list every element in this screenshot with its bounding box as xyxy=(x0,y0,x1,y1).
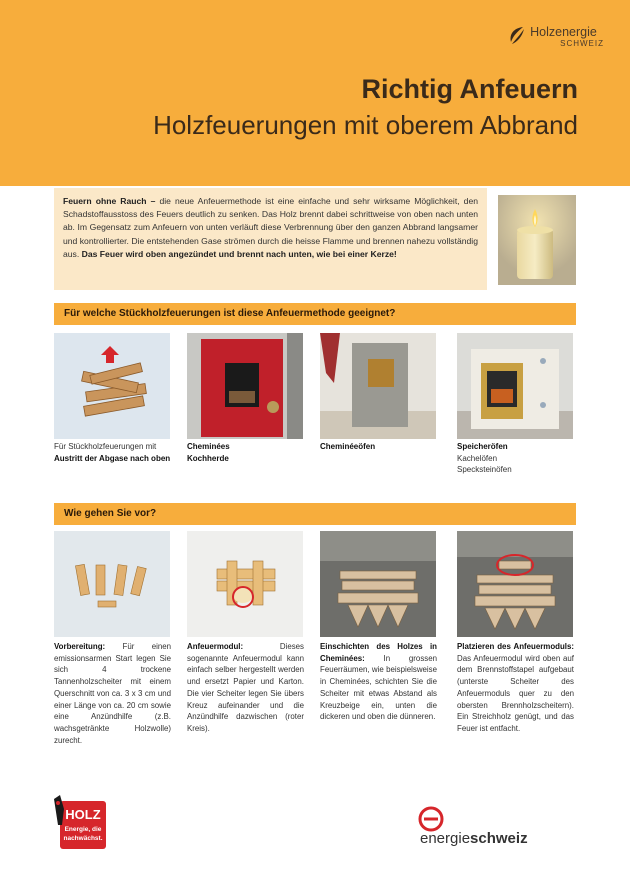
step-text-layering: Einschichten des Holzes in Cheminées: In grossen Feuerräumen, wie beispielsweise in Cheminées, schichten Sie die Scheiter mit etwas Abstand als Kreuzbeige ein, unten die dickeren und oben die dünneren. xyxy=(320,642,437,722)
caption-chemineeofen: Cheminéeöfen xyxy=(320,442,376,451)
intro-body: die neue Anfeuermethode ist eine einfache und sehr wirksame Möglichkeit, den Schadstoffausstoss des Feuers deutlich zu senken. Das Holz brennt dabei schrittweise von oben nach unten ab. Im Gegensatz zum Anfeuern von unten verläuft diese Verbrennung über den ganzen Abbrand langsamer und kontrollierter. Die entstehenden Gase strömen durch die heisse Flamme und brennen nahezu vollständig aus. xyxy=(63,196,479,259)
step-text-preparation: Vorbereitung: Für einen emissionsarmen Start legen Sie sich 4 trockene Tannenholzscheiter mit einem Querschnitt von ca. 3 x 3 cm und einer Länge von ca. 20 cm sowie eine Anzündhilfe (z.B. wachsgetränkte Holzwolle) zurecht. xyxy=(54,642,171,745)
holz-title: HOLZ xyxy=(65,807,101,822)
holz-tag2: nachwächst. xyxy=(63,835,103,842)
energieschweiz-logo[interactable] xyxy=(418,806,580,846)
photo-cheminee xyxy=(187,333,303,439)
section-heading-howto: Wie gehen Sie vor? xyxy=(54,503,576,525)
photo-step-preparation xyxy=(54,531,170,637)
section-heading-suitable: Für welche Stückholzfeuerungen ist diese Anfeuermethode geeignet? xyxy=(54,303,576,325)
header-banner xyxy=(0,0,630,186)
es-part2: schweiz xyxy=(470,830,528,847)
photo-wood-stack xyxy=(54,333,170,439)
holz-logo[interactable] xyxy=(54,795,108,851)
intro-bold-end: Das Feuer wird oben angezündet und brennt nach unten, wie bei einer Kerze! xyxy=(81,248,397,259)
intro-box xyxy=(54,188,487,290)
photo-chemineeofen xyxy=(320,333,436,439)
intro-lead: Feuern ohne Rauch – xyxy=(63,196,156,206)
photo-speicherofen xyxy=(457,333,573,439)
brand-name: Holzenergie xyxy=(530,25,597,39)
photo-step-placing xyxy=(457,531,573,637)
es-part1: energie xyxy=(420,830,471,847)
photo-step-layering xyxy=(320,531,436,637)
leaf-icon xyxy=(508,26,526,46)
candle-photo xyxy=(498,195,576,285)
page-title: Richtig Anfeuern xyxy=(361,74,578,104)
caption-speicheroefen: Speicheröfen Kachelöfen Specksteinöfen xyxy=(457,442,512,475)
step-text-placing: Platzieren des Anfeuermoduls: Das Anfeuermodul wird oben auf dem Brennstoffstapel aufgebaut (unterste Scheiter des Anfeuermoduls quer zu den obersten Brennholzscheitern). Ein Streichholz genügt, und das Feuer ist entfacht. xyxy=(457,642,574,733)
holzenergie-logo[interactable] xyxy=(530,26,604,48)
brand-sub: SCHWEIZ xyxy=(560,39,604,48)
photo-step-module xyxy=(187,531,303,637)
caption-cheminees: Cheminées Kochherde xyxy=(187,442,230,463)
energieschweiz-e-icon xyxy=(418,806,444,832)
holz-tag1: Energie, die xyxy=(64,826,102,833)
page-subtitle: Holzfeuerungen mit oberem Abbrand xyxy=(153,110,578,140)
step-text-module: Anfeuermodul: Dieses sogenannte Anfeuermodul kann einfach selber hergestellt werden und ersetzt Papier und Karton. Die vier Scheiter legen Sie übers Kreuz aufeinander und die Anzündhilfe dazwischen (roter Kreis). xyxy=(187,642,304,733)
caption-stueckholz: Für Stückholzfeuerungen mit Austritt der Abgase nach oben xyxy=(54,442,171,463)
